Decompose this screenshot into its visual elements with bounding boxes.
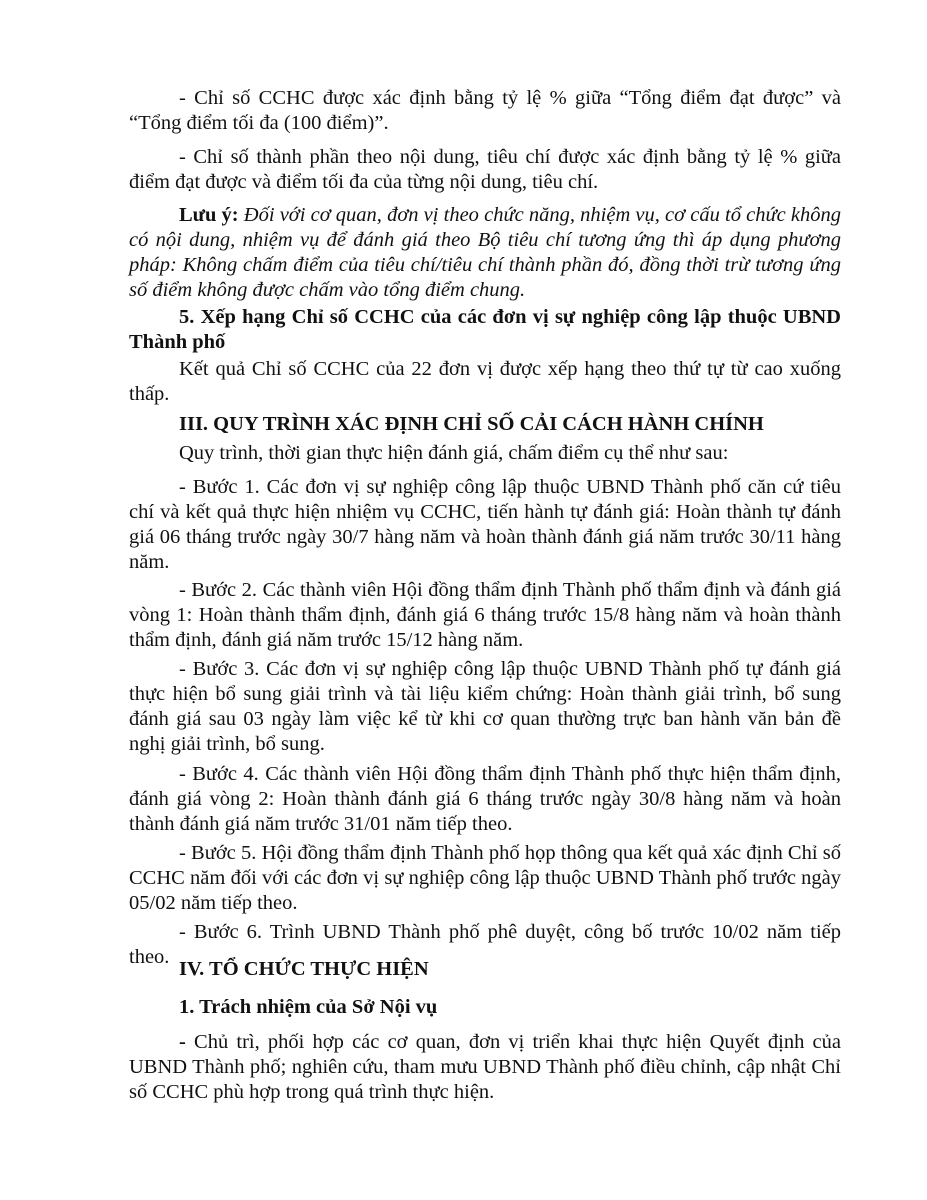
paragraph-step-4: - Bước 4. Các thành viên Hội đồng thẩm định Thành phố thực hiện thẩm định, đánh giá vòng 2: Hoàn thành đánh giá 6 tháng trước ngày 30/8 hàng năm và hoàn thành đánh giá năm trước 31/01 năm tiếp theo. <box>129 763 841 835</box>
paragraph-ranking-result: Kết quả Chỉ số CCHC của 22 đơn vị được xếp hạng theo thứ tự từ cao xuống thấp. <box>129 358 841 405</box>
note-label: Lưu ý: <box>179 204 239 226</box>
section-heading-ranking: 5. Xếp hạng Chỉ số CCHC của các đơn vị sự nghiệp công lập thuộc UBND Thành phố <box>129 306 841 353</box>
paragraph-home-affairs-duty <box>129 1030 841 1105</box>
paragraph-step-1: - Bước 1. Các đơn vị sự nghiệp công lập thuộc UBND Thành phố căn cứ tiêu chí và kết quả thực hiện nhiệm vụ CCHC, tiến hành tự đánh giá: Hoàn thành tự đánh giá 06 tháng trước ngày 30/7 hàng năm và hoàn thành đánh giá năm trước 30/11 hàng năm. <box>129 476 841 573</box>
note-paragraph <box>129 203 841 303</box>
dash-marker: - <box>179 1031 186 1053</box>
paragraph-cchc-index: - Chỉ số CCHC được xác định bằng tỷ lệ % giữa “Tổng điểm đạt được” và “Tổng điểm tối đa (100 điểm)”. <box>129 87 841 134</box>
paragraph-step-5: - Bước 5. Hội đồng thẩm định Thành phố họp thông qua kết quả xác định Chỉ số CCHC năm đối với các đơn vị sự nghiệp công lập thuộc UBND Thành phố trước ngày 05/02 năm tiếp theo. <box>129 842 841 914</box>
home-affairs-duty-text: Chủ trì, phối hợp các cơ quan, đơn vị triển khai thực hiện Quyết định của UBND Thành phố; nghiên cứu, tham mưu UBND Thành phố điều chỉnh, cập nhật Chỉ số CCHC phù hợp trong quá trình thực hiện. <box>129 1031 841 1103</box>
paragraph-step-6: - Bước 6. Trình UBND Thành phố phê duyệt, công bố trước 10/02 năm tiếp theo. <box>129 921 841 968</box>
paragraph-step-2: - Bước 2. Các thành viên Hội đồng thẩm định Thành phố thẩm định và đánh giá vòng 1: Hoàn thành thẩm định, đánh giá 6 tháng trước 15/8 hàng năm và hoàn thành thẩm định, đánh giá năm trước 15/12 hàng năm. <box>129 579 841 651</box>
subsection-heading-home-affairs: 1. Trách nhiệm của Sở Nội vụ <box>179 996 438 1018</box>
paragraph-component-index: - Chỉ số thành phần theo nội dung, tiêu chí được xác định bằng tỷ lệ % giữa điểm đạt được và điểm tối đa của từng nội dung, tiêu chí. <box>129 146 841 193</box>
paragraph-procedure-intro: Quy trình, thời gian thực hiện đánh giá, chấm điểm cụ thể như sau: <box>179 442 729 464</box>
paragraph-step-3: - Bước 3. Các đơn vị sự nghiệp công lập thuộc UBND Thành phố tự đánh giá thực hiện bổ sung giải trình và tài liệu kiểm chứng: Hoàn thành giải trình, bổ sung đánh giá sau 03 ngày làm việc kể từ khi cơ quan thường trực ban hành văn bản đề nghị giải trình, bổ sung. <box>129 658 841 755</box>
section-heading-implementation: IV. TỔ CHỨC THỰC HIỆN <box>179 958 429 980</box>
note-text: Đối với cơ quan, đơn vị theo chức năng, nhiệm vụ, cơ cấu tổ chức không có nội dung, nhiệm vụ để đánh giá theo Bộ tiêu chí tương ứng thì áp dụng phương pháp: Không chấm điểm của tiêu chí/tiêu chí thành phần đó, đồng thời trừ tương ứng số điểm không được chấm vào tổng điểm chung. <box>129 204 842 301</box>
section-heading-procedure: III. QUY TRÌNH XÁC ĐỊNH CHỈ SỐ CẢI CÁCH HÀNH CHÍNH <box>179 413 764 435</box>
